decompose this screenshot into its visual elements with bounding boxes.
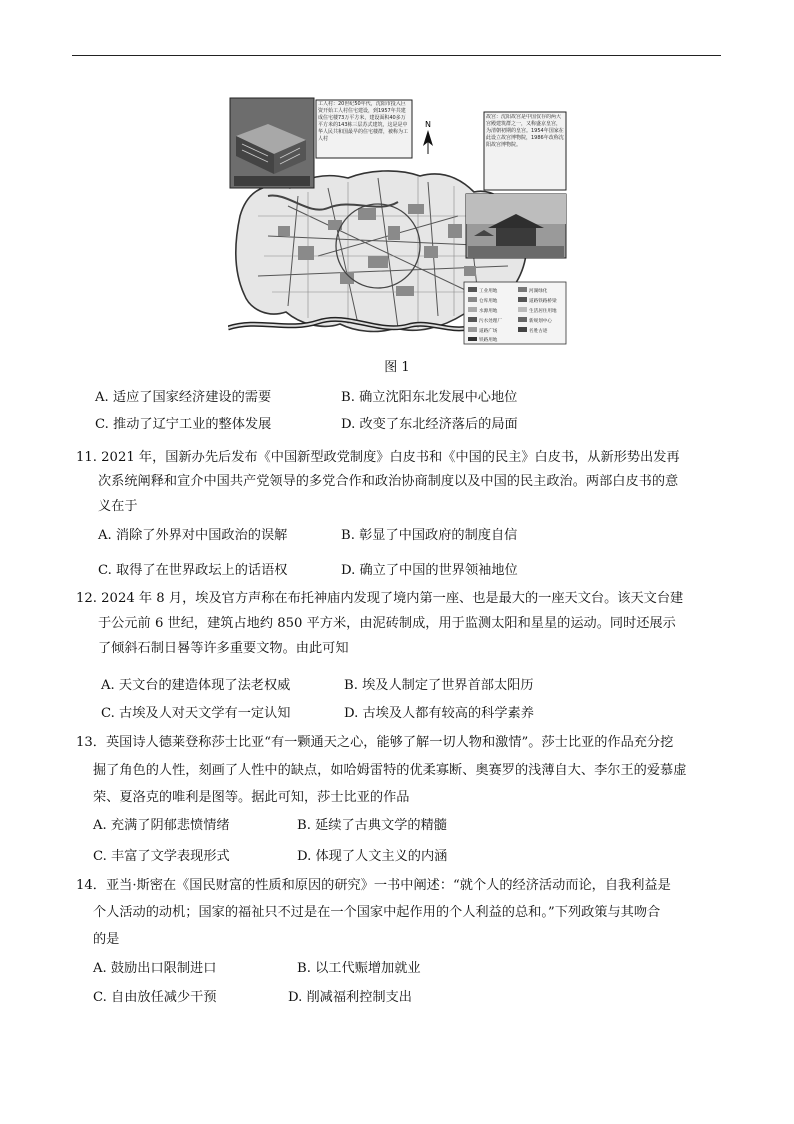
legend-label: 生活居住用地: [529, 309, 557, 314]
header-rule: [72, 55, 721, 56]
q11-option-c[interactable]: C. 取得了在世界政坛上的话语权: [98, 563, 288, 578]
q13-stem-line: 掘了角色的人性，刻画了人性中的缺点，如哈姆雷特的优柔寡断、奥赛罗的浅薄自大、李尔王的爱慕虚: [93, 763, 687, 778]
legend-label: 水源用地: [479, 309, 498, 314]
q13-option-b[interactable]: B. 延续了古典文学的精髓: [297, 818, 447, 833]
worker-village-note: 工人村：20世纪50年代，沈阳市投入巨资开始工人村住宅建设，到1957年共建成住宅楼73万平方米，建设面积40多万平方米的143栋三层苏式建筑，这是是中华人民共和国最早的住宅楼群，被称为工人村: [318, 101, 409, 142]
q13-stem-line: 荣、夏洛克的唯利是图等。据此可知，莎士比亚的作品: [93, 790, 410, 805]
north-arrow-icon: [423, 120, 433, 154]
q14-stem-line: 的是: [93, 932, 120, 947]
q10-option-d[interactable]: D. 改变了东北经济落后的局面: [341, 417, 518, 432]
q10-option-b[interactable]: B. 确立沈阳东北发展中心地位: [341, 390, 518, 405]
q12-stem-line: 了倾斜石制日晷等许多重要文物。由此可知: [98, 641, 349, 656]
figure-caption: 图 1: [384, 360, 410, 375]
legend-label: 仓库用地: [479, 299, 498, 304]
q12-option-c[interactable]: C. 古埃及人对天文学有一定认知: [101, 706, 291, 721]
q11-option-d[interactable]: D. 确立了中国的世界领袖地位: [341, 563, 518, 578]
shenyang-map-figure: [228, 96, 568, 348]
q14-stem-line: 个人活动的动机；国家的福祉只不过是在一个国家中起作用的个人利益的总和。”下列政策与其吻合: [93, 905, 661, 920]
q13-stem-line: 13．英国诗人德莱登称莎士比亚“有一颗通天之心，能够了解一切人物和激情”。莎士比亚的作品充分挖: [76, 735, 674, 750]
q14-option-d[interactable]: D. 削减福利控制支出: [288, 990, 412, 1005]
q12-stem-line: 于公元前 6 世纪，建筑占地约 850 平方米，由泥砖制成，用于监测太阳和星星的运动。同时还展示: [98, 616, 676, 631]
legend-label: 名胜古迹: [529, 329, 548, 334]
q11-stem-line: 次系统阐释和宣介中国共产党领导的多党合作和政治协商制度以及中国的民主政治。两部白皮书的意: [98, 474, 679, 489]
q11-stem-line: 义在于: [98, 499, 138, 514]
q14-option-b[interactable]: B. 以工代赈增加就业: [297, 961, 421, 976]
legend-label: 道路广场: [479, 329, 498, 334]
q12-option-b[interactable]: B. 埃及人制定了世界首部太阳历: [344, 678, 534, 693]
q14-option-c[interactable]: C. 自由放任减少干预: [93, 990, 217, 1005]
q10-option-a[interactable]: A. 适应了国家经济建设的需要: [95, 390, 272, 405]
legend-label: 铁路用地: [479, 338, 498, 343]
q11-option-a[interactable]: A. 消除了外界对中国政治的误解: [98, 528, 288, 543]
svg-text:N: N: [425, 120, 431, 129]
q14-stem-line: 14．亚当·斯密在《国民财富的性质和原因的研究》一书中阐述：“就个人的经济活动而论，自我利益是: [76, 878, 671, 893]
q12-stem-line: 12. 2024 年 8 月，埃及官方声称在布托神庙内发现了境内第一座、也是最大的一座天文台。该天文台建: [76, 591, 684, 606]
palace-note: 故宫：沈阳故宫是中国仅存的两大宫殿建筑群之一，又称盛京皇宫，为清朝初期的皇宫。1954年国家在此设立故宫博物院，1986年改称沈阳故宫博物院。: [486, 114, 564, 148]
q10-option-c[interactable]: C. 推动了辽宁工业的整体发展: [95, 417, 272, 432]
legend-label: 道路铁路桥梁: [529, 299, 557, 304]
legend-label: 新规划中心: [529, 319, 552, 324]
q13-option-d[interactable]: D. 体现了人文主义的内涵: [297, 849, 448, 864]
q13-option-c[interactable]: C. 丰富了文学表现形式: [93, 849, 230, 864]
legend-label: 工业用地: [479, 289, 498, 294]
q11-option-b[interactable]: B. 彰显了中国政府的制度自信: [341, 528, 518, 543]
q12-option-d[interactable]: D. 古埃及人都有较高的科学素养: [344, 706, 534, 721]
legend-label: 污水处理厂: [479, 319, 502, 324]
q14-option-a[interactable]: A. 鼓励出口限制进口: [93, 961, 217, 976]
q11-stem-line: 11. 2021 年，国新办先后发布《中国新型政党制度》白皮书和《中国的民主》白皮书，从新形势出发再: [76, 450, 680, 465]
q12-option-a[interactable]: A. 天文台的建造体现了法老权威: [101, 678, 291, 693]
legend-label: 河湖绿化: [529, 289, 548, 294]
q13-option-a[interactable]: A. 充满了阴郁悲愤情绪: [93, 818, 230, 833]
